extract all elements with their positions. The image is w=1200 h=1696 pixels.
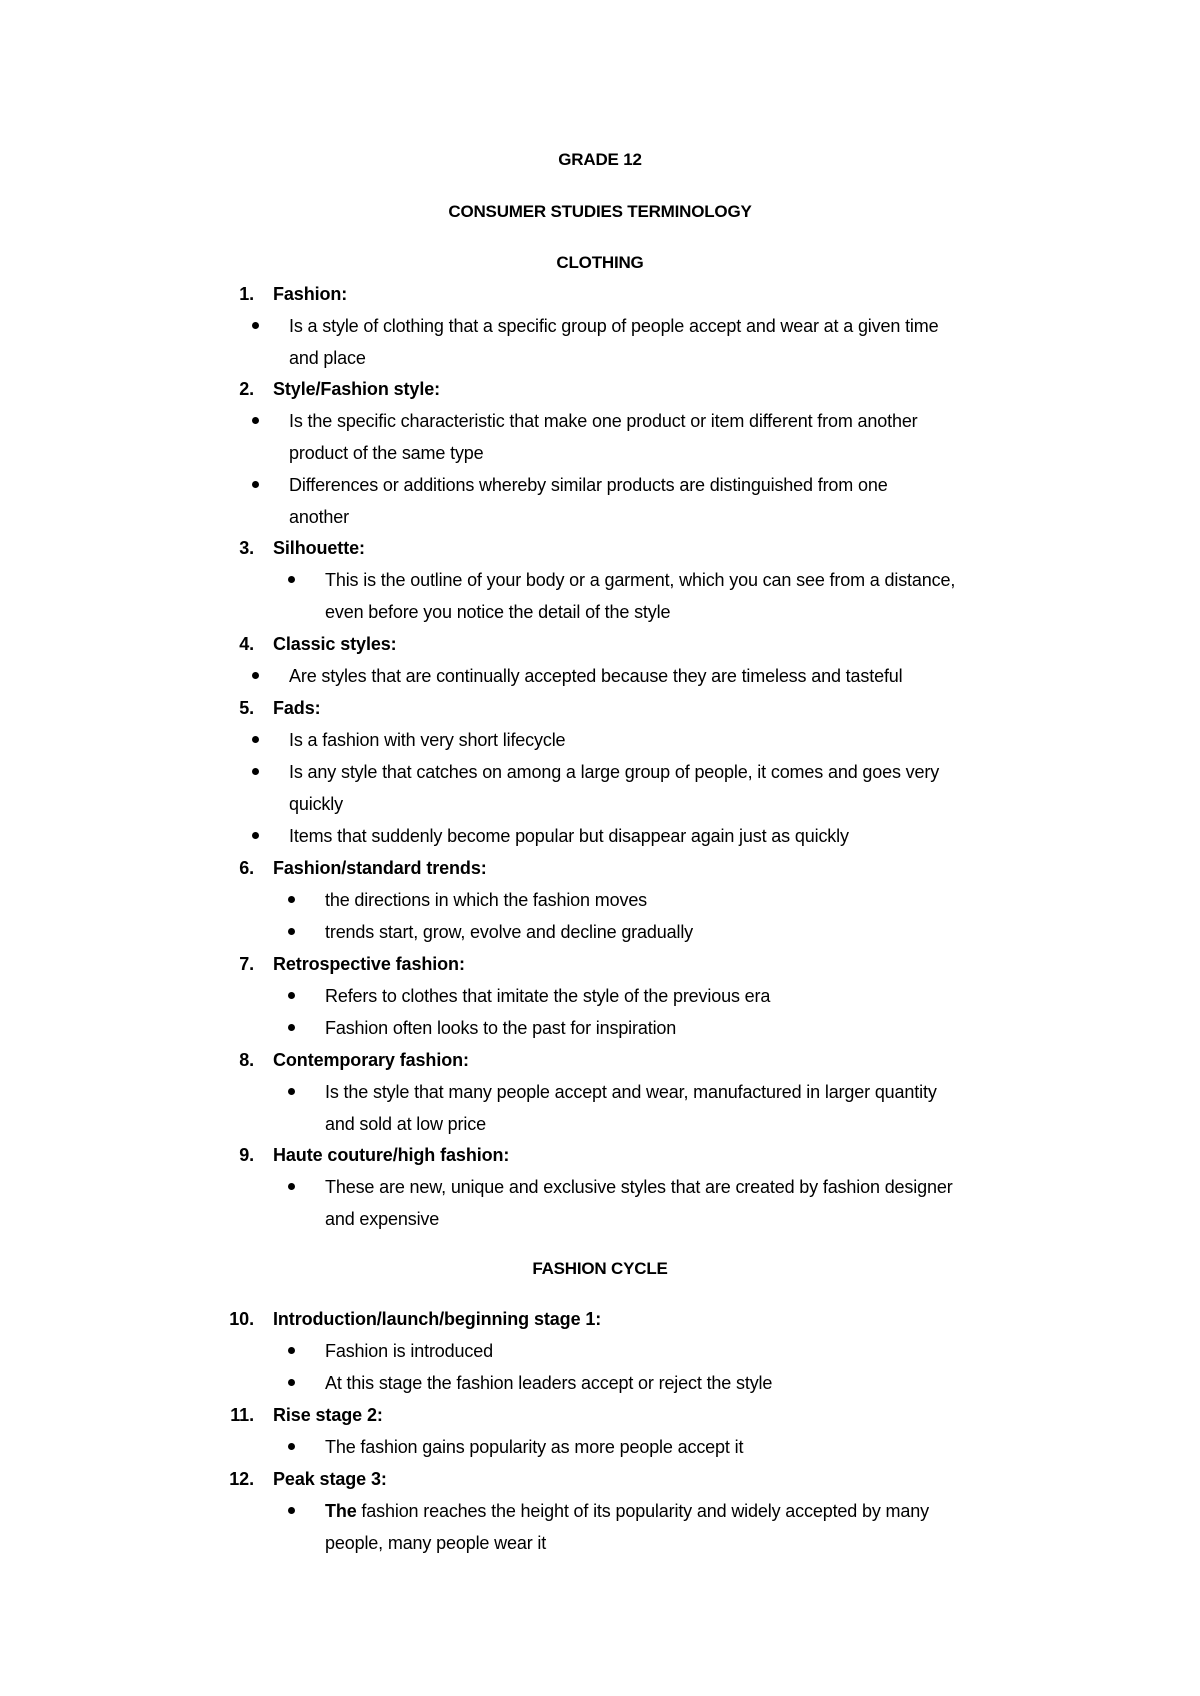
bullet-text: Items that suddenly become popular but disappear again just as quickly bbox=[289, 826, 849, 846]
bullet-text: quickly bbox=[289, 794, 343, 814]
term-heading bbox=[217, 1308, 601, 1330]
term-label: Rise stage 2: bbox=[273, 1405, 383, 1425]
bullet-text: Is the specific characteristic that make one product or item different from another bbox=[289, 411, 918, 431]
term-number: 7. bbox=[239, 954, 254, 974]
term-number: 4. bbox=[239, 634, 254, 654]
bullet-text: product of the same type bbox=[289, 443, 484, 463]
bullet-icon bbox=[252, 672, 259, 679]
bullet-icon bbox=[288, 1507, 295, 1514]
term-heading bbox=[217, 697, 321, 719]
bullet-text: and sold at low price bbox=[325, 1114, 486, 1134]
bullet-text: This is the outline of your body or a garment, which you can see from a distance, bbox=[325, 570, 956, 590]
bullet-icon bbox=[288, 1088, 295, 1095]
term-number: 1. bbox=[239, 284, 254, 304]
bullet-text: Is a fashion with very short lifecycle bbox=[289, 730, 566, 750]
term-label: Retrospective fashion: bbox=[273, 954, 465, 974]
term-heading bbox=[217, 1049, 469, 1071]
term-label: Fashion: bbox=[273, 284, 348, 304]
bullet-text: another bbox=[289, 507, 349, 527]
term-label: Silhouette: bbox=[273, 538, 365, 558]
bullet-text-rest: fashion reaches the height of its popularity and widely accepted by many bbox=[361, 1501, 929, 1521]
bullet-text: Are styles that are continually accepted because they are timeless and tasteful bbox=[289, 666, 903, 686]
bullet-text: Refers to clothes that imitate the style of the previous era bbox=[325, 986, 771, 1006]
bullet-icon bbox=[252, 832, 259, 839]
term-number: 12. bbox=[229, 1469, 254, 1489]
bullet-icon bbox=[252, 768, 259, 775]
term-number: 6. bbox=[239, 858, 254, 878]
bullet-icon bbox=[288, 992, 295, 999]
bullet-text: and expensive bbox=[325, 1209, 440, 1229]
bullet-text bbox=[325, 1500, 929, 1522]
bullet-icon bbox=[252, 322, 259, 329]
grade-heading: GRADE 12 bbox=[558, 150, 642, 169]
subject-heading: CONSUMER STUDIES TERMINOLOGY bbox=[448, 202, 752, 221]
term-label: Classic styles: bbox=[273, 634, 397, 654]
term-label: Peak stage 3: bbox=[273, 1469, 387, 1489]
bullet-icon bbox=[252, 481, 259, 488]
section-heading-clothing: CLOTHING bbox=[556, 253, 644, 272]
bullet-text: Fashion is introduced bbox=[325, 1341, 493, 1361]
bullet-icon bbox=[288, 1183, 295, 1190]
term-number: 3. bbox=[239, 538, 254, 558]
bullet-icon bbox=[252, 417, 259, 424]
bullet-text: Is any style that catches on among a large group of people, it comes and goes very bbox=[289, 762, 940, 782]
term-label: Fashion/standard trends: bbox=[273, 858, 487, 878]
term-heading bbox=[217, 1404, 383, 1426]
term-heading bbox=[217, 1144, 509, 1166]
term-number: 11. bbox=[230, 1405, 254, 1425]
bullet-icon bbox=[288, 1443, 295, 1450]
term-number: 9. bbox=[239, 1145, 254, 1165]
bullet-text: These are new, unique and exclusive styles that are created by fashion designer bbox=[325, 1177, 953, 1197]
term-number: 2. bbox=[239, 379, 254, 399]
term-number: 10. bbox=[229, 1309, 254, 1329]
term-label: Introduction/launch/beginning stage 1: bbox=[273, 1309, 602, 1329]
term-number: 5. bbox=[239, 698, 254, 718]
term-heading bbox=[217, 537, 365, 559]
bullet-icon bbox=[288, 896, 295, 903]
bullet-text: the directions in which the fashion moves bbox=[325, 890, 648, 910]
term-number: 8. bbox=[239, 1050, 254, 1070]
bullet-icon bbox=[288, 576, 295, 583]
bullet-text: trends start, grow, evolve and decline gradually bbox=[325, 922, 694, 942]
term-heading bbox=[217, 857, 487, 879]
term-heading bbox=[217, 378, 440, 400]
bullet-text: even before you notice the detail of the style bbox=[325, 602, 671, 622]
term-heading bbox=[217, 283, 347, 305]
bullet-text: At this stage the fashion leaders accept or reject the style bbox=[325, 1373, 773, 1393]
bullet-icon bbox=[288, 928, 295, 935]
bullet-text: and place bbox=[289, 348, 366, 368]
bullet-lead-bold: The bbox=[325, 1501, 357, 1521]
bullet-icon bbox=[288, 1379, 295, 1386]
term-label: Contemporary fashion: bbox=[273, 1050, 469, 1070]
term-label: Haute couture/high fashion: bbox=[273, 1145, 510, 1165]
bullet-text: Fashion often looks to the past for inspiration bbox=[325, 1018, 677, 1038]
bullet-text: people, many people wear it bbox=[325, 1533, 547, 1553]
bullet-text: Is the style that many people accept and wear, manufactured in larger quantity bbox=[325, 1082, 937, 1102]
term-heading bbox=[217, 953, 465, 975]
term-label: Style/Fashion style: bbox=[273, 379, 441, 399]
term-heading bbox=[217, 1468, 387, 1490]
bullet-icon bbox=[288, 1347, 295, 1354]
bullet-text: Differences or additions whereby similar products are distinguished from one bbox=[289, 475, 888, 495]
bullet-text: Is a style of clothing that a specific group of people accept and wear at a given time bbox=[289, 316, 939, 336]
section-heading-fashion-cycle: FASHION CYCLE bbox=[532, 1259, 668, 1278]
bullet-icon bbox=[288, 1024, 295, 1031]
term-label: Fads: bbox=[273, 698, 321, 718]
term-heading bbox=[217, 633, 397, 655]
bullet-text: The fashion gains popularity as more people accept it bbox=[325, 1437, 744, 1457]
bullet-icon bbox=[252, 736, 259, 743]
